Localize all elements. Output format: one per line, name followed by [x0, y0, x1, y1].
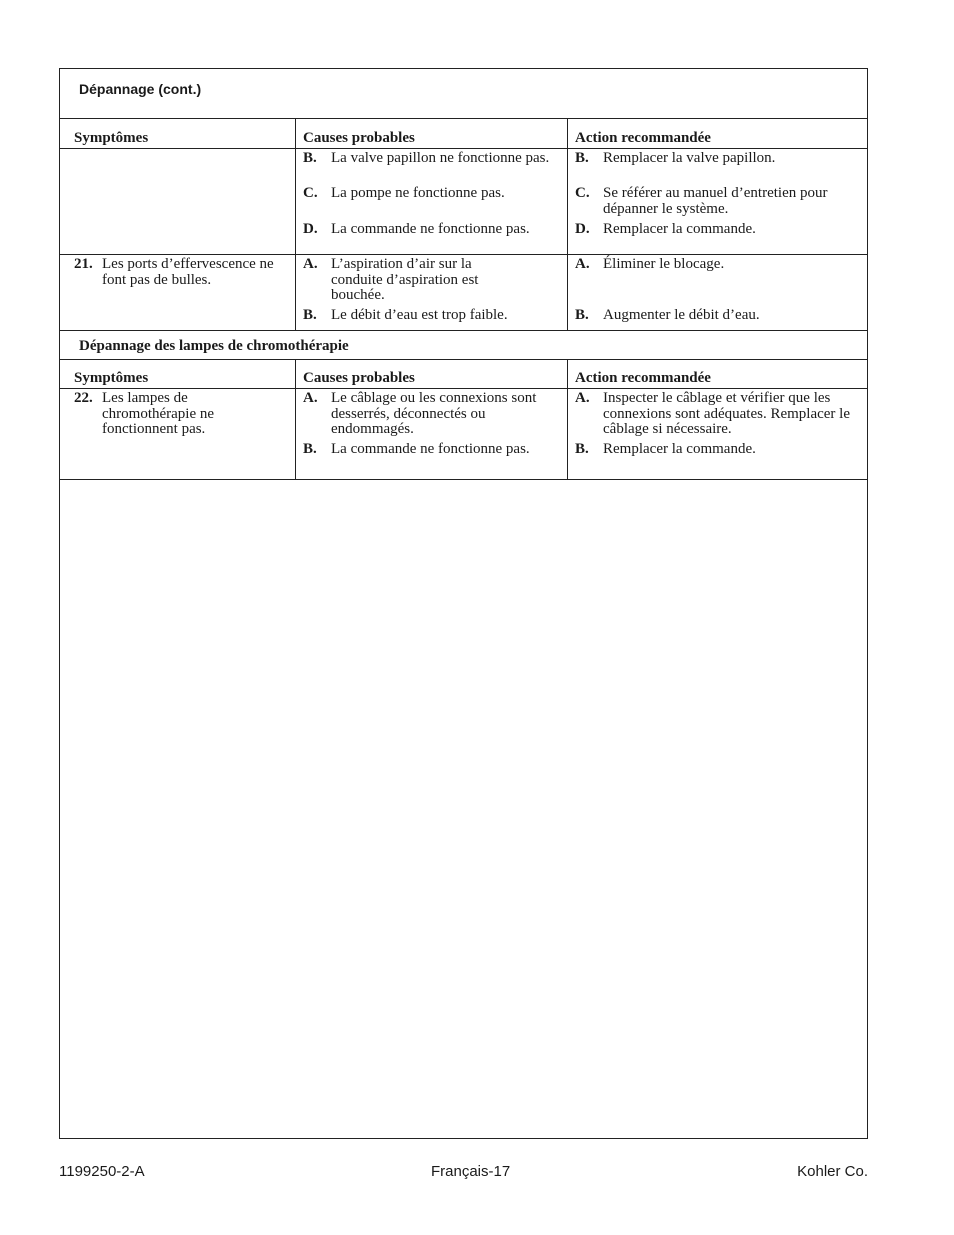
rule [60, 479, 867, 480]
action-item: A. Éliminer le blocage. [575, 256, 725, 272]
action-item: A. Inspecter le câblage et vérifier que les connexions sont adéquates. Remplacer le câblage si nécessaire. [575, 390, 851, 437]
column-divider [567, 118, 568, 330]
action-item: B. Augmenter le débit d’eau. [575, 307, 760, 323]
rule [60, 254, 867, 255]
document-number: 1199250-2-A [59, 1163, 145, 1180]
rule [60, 148, 867, 149]
action-item: B. Remplacer la valve papillon. [575, 150, 776, 166]
column-divider [567, 359, 568, 479]
column-header-causes: Causes probables [303, 130, 415, 146]
section-title: Dépannage des lampes de chromothérapie [79, 338, 349, 354]
rule [60, 330, 867, 331]
column-header-actions: Action recommandée [575, 370, 711, 386]
action-item: B. Remplacer la commande. [575, 441, 756, 457]
section-title: Dépannage (cont.) [79, 81, 202, 97]
column-header-actions: Action recommandée [575, 130, 711, 146]
symptom-item: 22. Les lampes de chromothérapie ne fonctionnent pas. [74, 390, 215, 437]
action-item: D. Remplacer la commande. [575, 221, 756, 237]
cause-item: A. L’aspiration d’air sur la conduite d’aspiration est bouchée. [303, 256, 479, 303]
rule [60, 118, 867, 119]
column-header-symptoms: Symptômes [74, 370, 149, 386]
cause-item: C. La pompe ne fonctionne pas. [303, 185, 505, 201]
column-divider [295, 118, 296, 330]
page-number: Français-17 [431, 1163, 511, 1180]
cause-item: B. Le débit d’eau est trop faible. [303, 307, 508, 323]
rule [60, 388, 867, 389]
cause-item: A. Le câblage ou les connexions sont desserrés, déconnectés ou endommagés. [303, 390, 537, 437]
column-header-causes: Causes probables [303, 370, 415, 386]
column-header-symptoms: Symptômes [74, 130, 149, 146]
cause-item: B. La valve papillon ne fonctionne pas. [303, 150, 550, 166]
cause-item: D. La commande ne fonctionne pas. [303, 221, 530, 237]
company-name: Kohler Co. [797, 1163, 868, 1180]
cause-item: B. La commande ne fonctionne pas. [303, 441, 530, 457]
rule [60, 359, 867, 360]
action-item: C. Se référer au manuel d’entretien pour dépanner le système. [575, 185, 828, 217]
column-divider [295, 359, 296, 479]
symptom-item: 21. Les ports d’effervescence ne font pas de bulles. [74, 256, 274, 288]
